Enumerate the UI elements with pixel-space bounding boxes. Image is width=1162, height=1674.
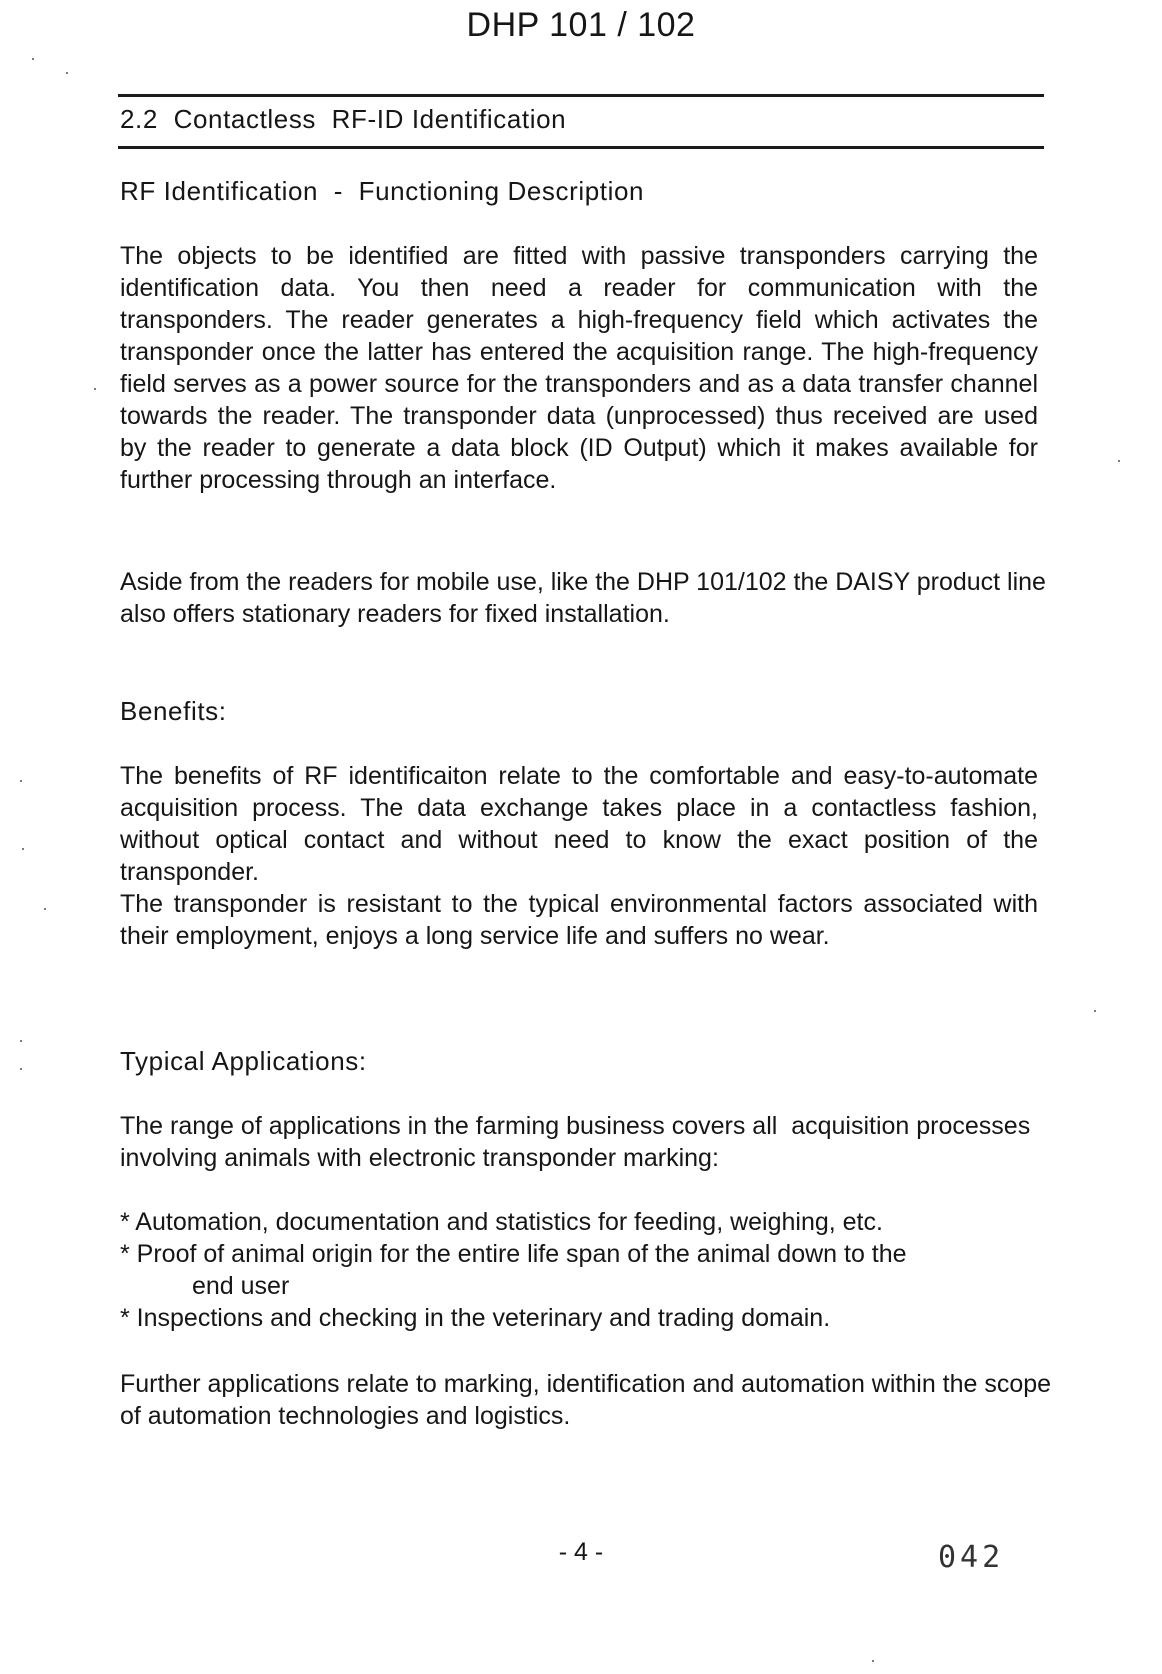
- scan-speck: [20, 1040, 22, 1042]
- functioning-paragraph-2: Aside from the readers for mobile use, like the DHP 101/102 the DAISY product line also offers stationary readers for fixed installation.: [120, 568, 1046, 628]
- scan-speck: [20, 780, 22, 782]
- scan-speck: [44, 908, 46, 910]
- scan-speck: [94, 388, 96, 390]
- list-item: [120, 1206, 1050, 1238]
- benefits-paragraph-2: The transponder is resistant to the typical environmental factors associated with their employment, enjoys a long service life and suffers no wear.: [120, 890, 1038, 950]
- scan-speck: [1118, 460, 1120, 462]
- bottom-rule: [118, 146, 1044, 149]
- scan-speck: [1094, 1010, 1096, 1012]
- benefits-heading: Benefits:: [120, 696, 227, 726]
- bullet-line: * Automation, documentation and statistics for feeding, weighing, etc.: [120, 1208, 883, 1236]
- applications-list: [120, 1206, 1050, 1334]
- scan-speck: [872, 1660, 874, 1662]
- functioning-heading: RF Identification - Functioning Description: [120, 176, 645, 206]
- document-title: DHP 101 / 102: [466, 6, 696, 44]
- bullet-line: * Proof of animal origin for the entire life span of the animal down to the: [120, 1240, 907, 1268]
- page-number: - 4 -: [558, 1538, 604, 1566]
- scan-speck: [66, 72, 68, 74]
- applications-intro: The range of applications in the farming business covers all acquisition processes involving animals with electronic transponder marking:: [120, 1112, 1038, 1172]
- applications-closing: Further applications relate to marking, identification and automation within the scope of automation technologies and logistics.: [120, 1370, 1052, 1430]
- scan-speck: [20, 1068, 22, 1070]
- scan-speck: [22, 848, 24, 850]
- applications-heading: Typical Applications:: [120, 1046, 367, 1076]
- document-number: 042: [938, 1540, 1005, 1575]
- scan-speck: [32, 58, 34, 60]
- top-rule: [118, 94, 1044, 97]
- section-title: 2.2 Contactless RF-ID Identification: [120, 104, 567, 134]
- bullet-continuation: end user: [192, 1272, 290, 1300]
- functioning-paragraph-1: The objects to be identified are fitted with passive transponders carrying the identification data. You then need a reader for communication with the transponders. The reader generates a high-frequency field which activates the transponder once the latter has entered the acquisition range. The high-frequency field serves as a power source for the transponders and as a data transfer channel towards the reader. The transponder data (unprocessed) thus received are used by the reader to generate a data block (ID Output) which it makes available for further processing through an interface.: [120, 242, 1038, 494]
- benefits-paragraph-1: The benefits of RF identificaiton relate to the comfortable and easy-to-automate acquisition process. The data exchange takes place in a contactless fashion, without optical contact and without need to know the exact position of the transponder.: [120, 762, 1038, 886]
- list-item: [120, 1302, 1050, 1334]
- bullet-line: * Inspections and checking in the veterinary and trading domain.: [120, 1304, 831, 1332]
- list-item: [120, 1238, 1050, 1302]
